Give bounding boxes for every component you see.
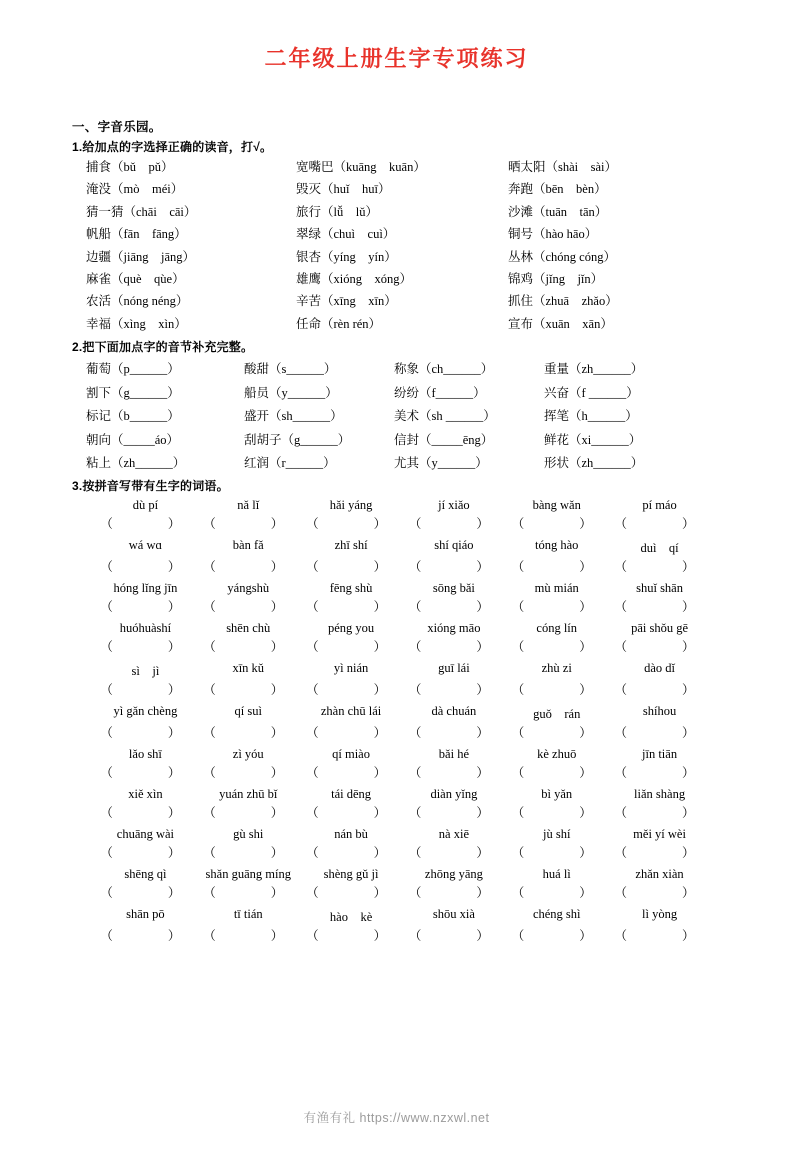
choice-item[interactable]: 淹没（mò méi） — [86, 182, 184, 197]
pinyin-block — [72, 581, 721, 615]
page-title: 二年级上册生字专项练习 — [264, 46, 529, 71]
pinyin-item: jí xiǎo — [438, 497, 470, 512]
pinyin-item: péng you — [327, 620, 375, 635]
table-row — [72, 293, 721, 310]
pinyin-row — [72, 704, 721, 722]
choice-item[interactable]: 丛林（chóng cóng） — [508, 249, 616, 264]
choice-item[interactable]: 农活（nóng néng） — [86, 294, 189, 309]
table-row — [72, 406, 721, 424]
pinyin-block — [72, 747, 721, 781]
answer-bracket[interactable]: （ ） — [306, 805, 397, 820]
answer-bracket[interactable]: （ ） — [614, 599, 705, 614]
pinyin-item: dù pí — [132, 497, 159, 512]
table-row — [72, 226, 721, 243]
answer-bracket[interactable]: （ ） — [614, 516, 705, 531]
choice-item[interactable]: 任命（rèn rén） — [296, 316, 382, 331]
question-1-heading: 1.给加点的字选择正确的读音，打√。 — [72, 140, 273, 154]
fill-blank-item[interactable]: 割下（g______） — [86, 385, 180, 400]
answer-bracket-row — [72, 926, 721, 944]
pinyin-item: qí miào — [332, 746, 370, 761]
table-row — [72, 181, 721, 198]
choice-item[interactable]: 晒太阳（shài sài） — [508, 160, 618, 174]
answer-bracket[interactable]: （ ） — [408, 639, 499, 654]
pinyin-item: wá wɑ — [128, 537, 163, 552]
choice-item[interactable]: 铜号（hào hāo） — [508, 227, 598, 242]
answer-bracket-row — [72, 883, 721, 901]
answer-bracket[interactable]: （ ） — [203, 805, 294, 820]
answer-bracket[interactable]: （ ） — [203, 928, 294, 943]
answer-bracket-row — [72, 803, 721, 821]
pinyin-item: měi yí wèi — [633, 826, 686, 841]
choice-item[interactable]: 幸福（xìng xìn） — [86, 316, 187, 331]
answer-bracket-row — [72, 557, 721, 575]
fill-blank-item[interactable]: 酸甜（s______） — [244, 362, 337, 376]
pinyin-item: nǎ lǐ — [237, 497, 260, 512]
pinyin-item: hóng lǐng jīn — [113, 580, 178, 595]
question-1-list — [72, 159, 721, 333]
pinyin-item: pāi shǒu gē — [631, 620, 689, 635]
fill-blank-item[interactable]: 朝向（_____áo） — [86, 432, 180, 447]
pinyin-block — [72, 704, 721, 741]
pinyin-item: yì gǎn chèng — [113, 703, 178, 718]
pinyin-item: nán bù — [334, 826, 368, 841]
choice-item[interactable]: 麻雀（què qùe） — [86, 271, 185, 286]
pinyin-row — [72, 581, 721, 596]
fill-blank-item[interactable]: 刮胡子（g______） — [244, 432, 351, 447]
choice-item[interactable]: 银杏（yíng yín） — [296, 249, 397, 264]
fill-blank-item[interactable]: 信封（_____ēng） — [394, 432, 494, 447]
pinyin-row — [72, 498, 721, 513]
pinyin-block — [72, 498, 721, 532]
pinyin-item: shōu xià — [432, 906, 475, 921]
pinyin-item: fēng shù — [329, 580, 373, 595]
pinyin-item: xióng māo — [427, 620, 481, 635]
answer-bracket[interactable]: （ ） — [306, 599, 397, 614]
answer-bracket[interactable]: （ ） — [306, 639, 397, 654]
pinyin-item: shí qiáo — [434, 537, 474, 552]
answer-bracket[interactable]: （ ） — [203, 599, 294, 614]
choice-item[interactable]: 猜一猜（chāi cāi） — [86, 204, 197, 219]
answer-bracket[interactable]: （ ） — [614, 765, 705, 780]
fill-blank-item[interactable]: 重量（zh______） — [544, 362, 644, 376]
answer-bracket[interactable]: （ ） — [203, 682, 294, 697]
pinyin-block — [72, 867, 721, 901]
answer-bracket[interactable]: （ ） — [306, 928, 397, 943]
table-row — [72, 359, 721, 377]
pinyin-item: nà xiē — [438, 826, 469, 841]
pinyin-item: bì yǎn — [541, 786, 573, 801]
answer-bracket[interactable]: （ ） — [511, 725, 602, 740]
pinyin-item: sì jì — [131, 663, 160, 678]
pinyin-item: hào kè — [329, 909, 373, 924]
choice-item[interactable]: 边疆（jiāng jāng） — [86, 249, 196, 264]
pinyin-item: gù shi — [233, 826, 264, 841]
answer-bracket[interactable]: （ ） — [100, 682, 191, 697]
pinyin-item: yuán zhū bǐ — [219, 786, 278, 801]
choice-item[interactable]: 帆船（fān fāng） — [86, 227, 187, 242]
answer-bracket[interactable]: （ ） — [614, 805, 705, 820]
question-2-list — [72, 359, 721, 471]
table-row — [72, 159, 721, 176]
answer-bracket[interactable]: （ ） — [306, 845, 397, 860]
pinyin-item: huóhuàshí — [119, 620, 172, 635]
answer-bracket[interactable]: （ ） — [306, 725, 397, 740]
pinyin-item: huá lì — [542, 866, 571, 881]
pinyin-item: zì yóu — [232, 746, 264, 761]
footer-watermark: 有渔有礼 https://www.nzxwl.net — [303, 1111, 490, 1125]
pinyin-item: diàn yǐng — [430, 786, 478, 801]
answer-bracket[interactable]: （ ） — [511, 765, 602, 780]
fill-blank-item[interactable]: 形状（zh______） — [544, 456, 644, 470]
choice-item[interactable]: 宣布（xuān xān） — [508, 316, 613, 331]
answer-bracket[interactable]: （ ） — [511, 599, 602, 614]
pinyin-item: shèng gǔ jì — [323, 866, 379, 881]
answer-bracket[interactable]: （ ） — [100, 928, 191, 943]
table-row — [72, 271, 721, 288]
answer-bracket[interactable]: （ ） — [614, 845, 705, 860]
choice-item[interactable]: 旅行（lǚ lǔ） — [296, 204, 378, 219]
pinyin-item: bàng wǎn — [532, 497, 581, 512]
pinyin-item: lǎo shī — [128, 746, 162, 761]
pinyin-item: chuāng wài — [116, 826, 175, 841]
pinyin-item: zhù zi — [541, 660, 572, 675]
answer-bracket[interactable]: （ ） — [511, 559, 602, 574]
pinyin-row — [72, 787, 721, 802]
answer-bracket-row — [72, 597, 721, 615]
pinyin-row — [72, 747, 721, 762]
answer-bracket[interactable]: （ ） — [614, 885, 705, 900]
answer-bracket[interactable]: （ ） — [203, 885, 294, 900]
table-row — [72, 249, 721, 266]
choice-item[interactable]: 雄鹰（xióng xóng） — [296, 271, 412, 286]
answer-bracket[interactable]: （ ） — [100, 805, 191, 820]
pinyin-item: jù shí — [543, 826, 571, 841]
answer-bracket-row — [72, 723, 721, 741]
pinyin-item: shān pō — [126, 906, 165, 921]
answer-bracket[interactable]: （ ） — [408, 516, 499, 531]
pinyin-item: bǎi hé — [438, 746, 469, 761]
choice-item[interactable]: 毁灭（huǐ huī） — [296, 182, 391, 197]
choice-item[interactable]: 奔跑（bēn bèn） — [508, 182, 607, 197]
choice-item[interactable]: 抓住（zhuā zhǎo） — [508, 294, 618, 309]
answer-bracket[interactable]: （ ） — [408, 725, 499, 740]
fill-blank-item[interactable]: 称象（ch______） — [394, 362, 494, 376]
answer-bracket[interactable]: （ ） — [408, 805, 499, 820]
pinyin-block — [72, 538, 721, 575]
fill-blank-item[interactable]: 美术（sh ______） — [394, 409, 496, 423]
pinyin-item: shíhou — [642, 703, 677, 718]
pinyin-item: xīn kǔ — [232, 660, 265, 675]
table-row — [72, 453, 721, 471]
choice-item[interactable]: 锦鸡（jǐng jǐn） — [508, 271, 604, 286]
answer-bracket[interactable]: （ ） — [614, 928, 705, 943]
answer-bracket[interactable]: （ ） — [100, 885, 191, 900]
pinyin-item: duì qí — [640, 540, 679, 555]
answer-bracket[interactable]: （ ） — [511, 516, 602, 531]
pinyin-block — [72, 787, 721, 821]
pinyin-item: shǎn guāng míng — [205, 866, 291, 881]
answer-bracket[interactable]: （ ） — [100, 516, 191, 531]
answer-bracket[interactable]: （ ） — [408, 845, 499, 860]
answer-bracket[interactable]: （ ） — [511, 885, 602, 900]
pinyin-item: jīn tiān — [642, 746, 678, 761]
pinyin-item: sōng bǎi — [432, 580, 475, 595]
pinyin-item: yì nián — [333, 660, 369, 675]
pinyin-item: bàn fǎ — [232, 537, 264, 552]
answer-bracket[interactable]: （ ） — [306, 885, 397, 900]
answer-bracket[interactable]: （ ） — [511, 845, 602, 860]
pinyin-item: kè zhuō — [537, 746, 577, 761]
pinyin-block — [72, 907, 721, 944]
worksheet-page — [0, 42, 793, 1164]
pinyin-block — [72, 661, 721, 698]
choice-item[interactable]: 翠绿（chuì cuì） — [296, 227, 396, 242]
pinyin-block — [72, 621, 721, 655]
pinyin-row — [72, 538, 721, 556]
answer-bracket[interactable]: （ ） — [614, 639, 705, 654]
answer-bracket[interactable]: （ ） — [203, 765, 294, 780]
answer-bracket[interactable]: （ ） — [306, 516, 397, 531]
answer-bracket[interactable]: （ ） — [408, 559, 499, 574]
pinyin-item: guī lái — [438, 660, 470, 675]
question-2-heading: 2.把下面加点字的音节补充完整。 — [72, 340, 254, 354]
fill-blank-item[interactable]: 尤其（y______） — [394, 456, 488, 470]
pinyin-item: zhī shí — [334, 537, 368, 552]
answer-bracket[interactable]: （ ） — [408, 765, 499, 780]
pinyin-item: shuǐ shān — [636, 580, 683, 595]
question-3-heading: 3.按拼音写带有生字的词语。 — [72, 478, 229, 493]
answer-bracket[interactable]: （ ） — [614, 725, 705, 740]
pinyin-item: yángshù — [227, 580, 270, 595]
answer-bracket[interactable]: （ ） — [100, 559, 191, 574]
table-row — [72, 430, 721, 448]
pinyin-item: dà chuán — [431, 703, 477, 718]
question-3-list — [72, 498, 721, 944]
answer-bracket[interactable]: （ ） — [203, 559, 294, 574]
pinyin-item: qí suì — [234, 703, 262, 718]
pinyin-item: zhàn chū lái — [320, 703, 382, 718]
fill-blank-item[interactable]: 船员（y______） — [244, 385, 338, 400]
answer-bracket[interactable]: （ ） — [511, 805, 602, 820]
fill-blank-item[interactable]: 挥笔（h______） — [544, 409, 638, 423]
fill-blank-item[interactable]: 粘上（zh______） — [86, 456, 186, 470]
fill-blank-item[interactable]: 盛开（sh______） — [244, 409, 343, 423]
pinyin-row — [72, 621, 721, 636]
pinyin-row — [72, 661, 721, 679]
answer-bracket[interactable]: （ ） — [100, 765, 191, 780]
answer-bracket[interactable]: （ ） — [614, 682, 705, 697]
fill-blank-item[interactable]: 葡萄（p______） — [86, 362, 180, 376]
answer-bracket-row — [72, 514, 721, 532]
pinyin-item: hǎi yáng — [329, 497, 373, 512]
answer-bracket[interactable]: （ ） — [511, 639, 602, 654]
answer-bracket-row — [72, 763, 721, 781]
pinyin-item: mù mián — [534, 580, 579, 595]
pinyin-row — [72, 907, 721, 925]
answer-bracket[interactable]: （ ） — [100, 599, 191, 614]
answer-bracket-row — [72, 637, 721, 655]
table-row — [72, 316, 721, 333]
pinyin-item: zhōng yāng — [424, 866, 483, 881]
pinyin-item: chéng shì — [532, 906, 581, 921]
answer-bracket[interactable]: （ ） — [408, 682, 499, 697]
pinyin-item: cóng lín — [536, 620, 578, 635]
pinyin-item: liǎn shàng — [634, 786, 686, 801]
choice-item[interactable]: 辛苦（xīng xīn） — [296, 294, 397, 309]
fill-blank-item[interactable]: 纷纷（f______） — [394, 385, 486, 400]
answer-bracket[interactable]: （ ） — [511, 928, 602, 943]
answer-bracket-row — [72, 680, 721, 698]
pinyin-item: dào dǐ — [644, 660, 675, 675]
fill-blank-item[interactable]: 红润（r______） — [244, 456, 336, 470]
pinyin-item: tóng hào — [535, 537, 579, 552]
fill-blank-item[interactable]: 鲜花（xi______） — [544, 432, 642, 447]
fill-blank-item[interactable]: 标记（b______） — [86, 409, 180, 423]
fill-blank-item[interactable]: 兴奋（f ______） — [544, 385, 639, 400]
pinyin-block — [72, 827, 721, 861]
pinyin-item: tái dēng — [331, 786, 372, 801]
answer-bracket[interactable]: （ ） — [306, 765, 397, 780]
answer-bracket[interactable]: （ ） — [614, 559, 705, 574]
pinyin-item: guǒ rán — [533, 706, 581, 721]
pinyin-item: lì yòng — [642, 906, 678, 921]
table-row — [72, 383, 721, 401]
pinyin-item: shēn chù — [226, 620, 271, 635]
answer-bracket[interactable]: （ ） — [100, 725, 191, 740]
table-row — [72, 204, 721, 221]
answer-bracket[interactable]: （ ） — [306, 559, 397, 574]
choice-item[interactable]: 捕食（bǔ pǔ） — [86, 160, 174, 174]
answer-bracket[interactable]: （ ） — [408, 928, 499, 943]
section-heading-one: 一、字音乐园。 — [72, 120, 162, 134]
answer-bracket[interactable]: （ ） — [408, 599, 499, 614]
pinyin-item: xiě xìn — [128, 786, 163, 801]
answer-bracket[interactable]: （ ） — [408, 885, 499, 900]
answer-bracket-row — [72, 843, 721, 861]
answer-bracket[interactable]: （ ） — [203, 639, 294, 654]
pinyin-item: zhǎn xiàn — [635, 866, 684, 881]
pinyin-item: pí máo — [642, 497, 677, 512]
pinyin-item: shēng qì — [124, 866, 167, 881]
answer-bracket[interactable]: （ ） — [203, 725, 294, 740]
pinyin-item: tī tián — [233, 906, 263, 921]
choice-item[interactable]: 宽嘴巴（kuāng kuān） — [296, 160, 426, 174]
answer-bracket[interactable]: （ ） — [306, 682, 397, 697]
answer-bracket[interactable]: （ ） — [100, 639, 191, 654]
pinyin-row — [72, 827, 721, 842]
answer-bracket[interactable]: （ ） — [203, 845, 294, 860]
choice-item[interactable]: 沙滩（tuān tān） — [508, 204, 608, 219]
answer-bracket[interactable]: （ ） — [511, 682, 602, 697]
answer-bracket[interactable]: （ ） — [100, 845, 191, 860]
answer-bracket[interactable]: （ ） — [203, 516, 294, 531]
pinyin-row — [72, 867, 721, 882]
